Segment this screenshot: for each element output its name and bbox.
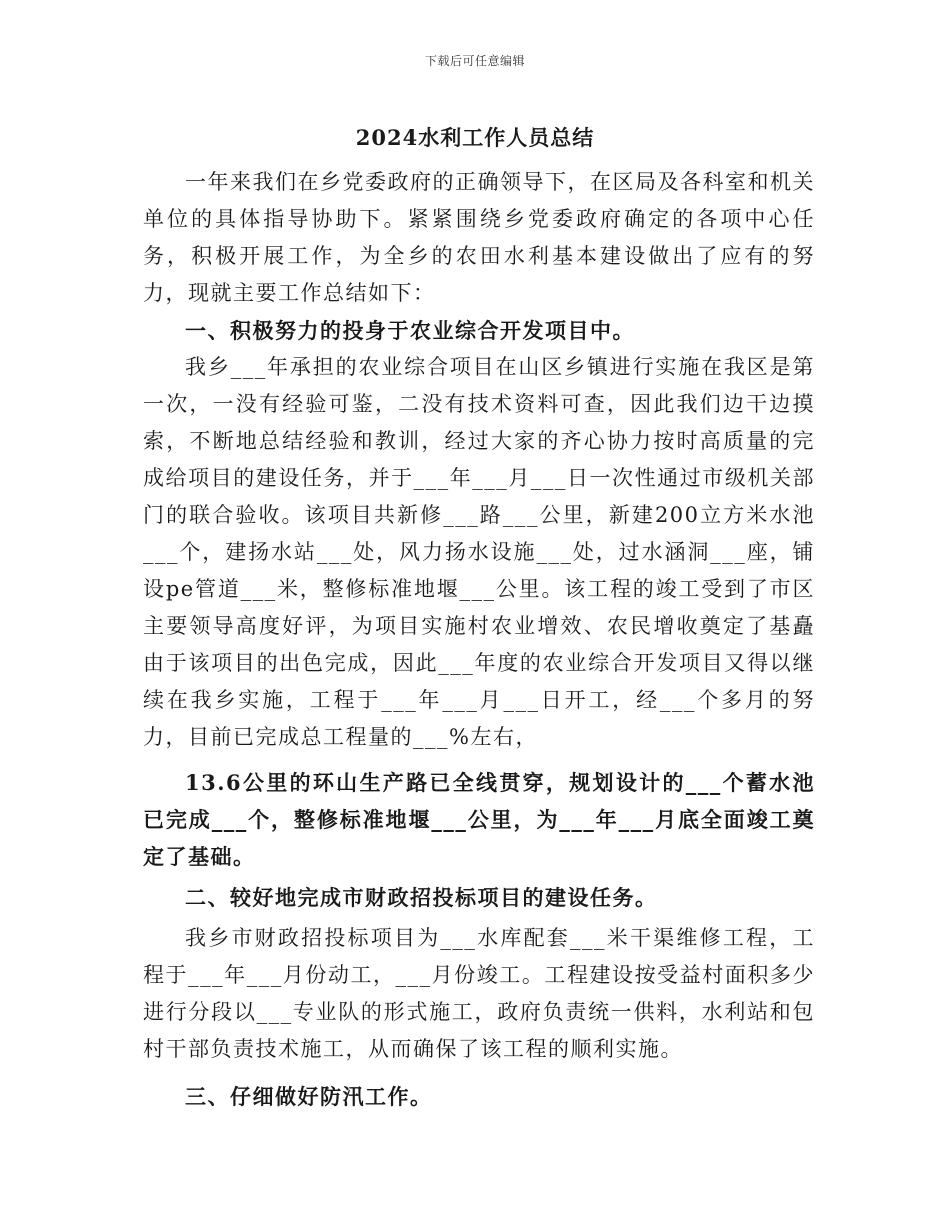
section-heading-3: 三、仔细做好防汛工作。 (185, 1084, 433, 1109)
document-body (143, 164, 815, 1115)
section-2-paragraph: 我乡市财政招投标项目为___水库配套___米干渠维修工程，工程于___年___月份动工，___月份竣工。工程建设按受益村面积多少进行分段以___专业队的形式施工，政府负责统一供料，水利站和包村干部负责技术施工，从而确保了该工程的顺利实施。 (143, 926, 815, 1061)
page-header-note: 下载后可任意编辑 (424, 54, 525, 68)
document-title: 2024水利工作人员总结 (355, 125, 595, 150)
section-1-paragraph: 我乡___年承担的农业综合项目在山区乡镇进行实施在我区是第一次，一没有经验可鉴，二没有技术资料可查，因此我们边干边摸索，不断地总结经验和教训，经过大家的齐心协力按时高质量的完成给项目的建设任务，并于___年___月___日一次性通过市级机关部门的联合验收。该项目共新修___路___公里，新建200立方米水池___个，建扬水站___处，风力扬水设施___处，过水涵洞___座，铺设pe管道___米，整修标准地堰___公里。该工程的竣工受到了市区主要领导高度好评，为项目实施村农业增效、农民增收奠定了基矗由于该项目的出色完成，因此___年度的农业综合开发项目又得以继续在我乡实施，工程于___年___月___日开工，经___个多月的努力，目前已完成总工程量的___%左右， (143, 355, 815, 749)
section-heading-2: 二、较好地完成市财政招投标项目的建设任务。 (185, 885, 658, 910)
section-1-bold-paragraph: 13.6公里的环山生产路已全线贯穿，规划设计的___个蓄水池已完成___个，整修标准地堰___公里，为___年___月底全面竣工奠定了基础。 (143, 770, 815, 869)
intro-paragraph: 一年来我们在乡党委政府的正确领导下，在区局及各科室和机关单位的具体指导协助下。紧紧围绕乡党委政府确定的各项中心任务，积极开展工作，为全乡的农田水利基本建设做出了应有的努力，现就主要工作总结如下： (143, 170, 815, 305)
section-heading-1: 一、积极努力的投身于农业综合开发项目中。 (185, 318, 635, 343)
